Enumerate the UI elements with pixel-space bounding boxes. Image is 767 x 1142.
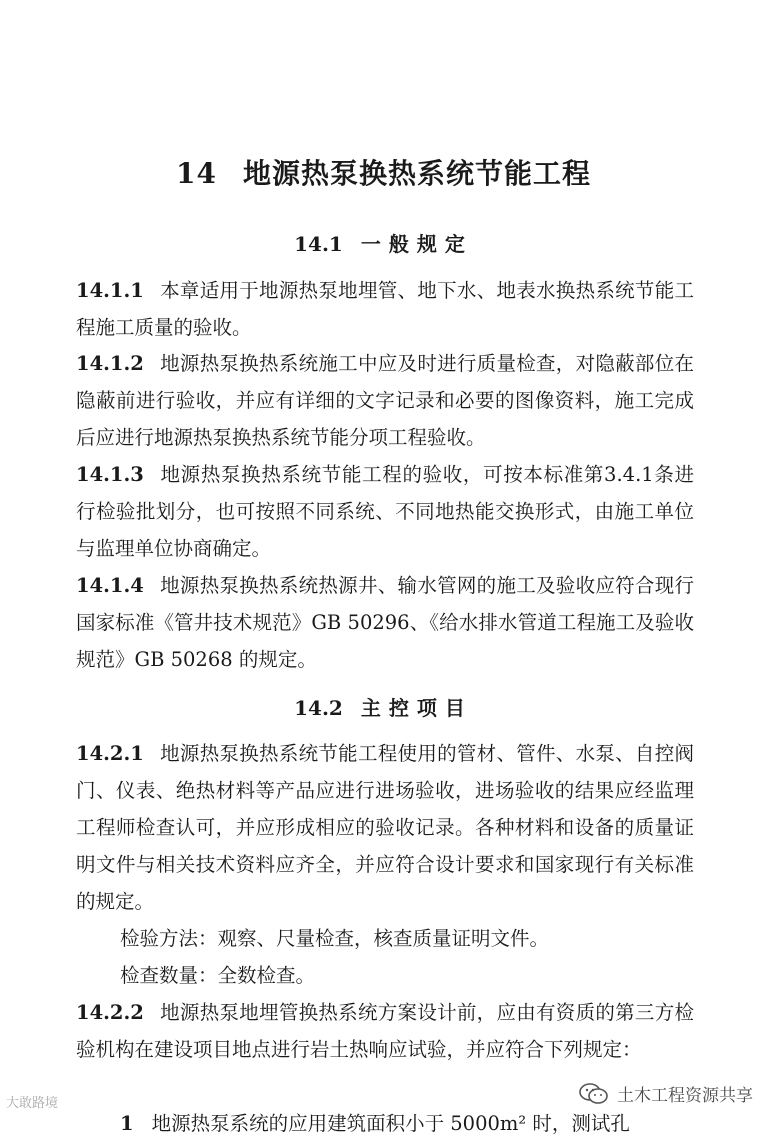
chapter-number: 14 <box>176 157 217 190</box>
clause-14-2-2 <box>76 994 694 1068</box>
clause-text: 地源热泵换热系统节能工程的验收，可按本标准第3.4.1条进行检验批划分，也可按照不同系统、不同地热能交换形式，由施工单位与监理单位协商确定。 <box>76 463 694 560</box>
clause-number: 14.1.4 <box>76 574 144 597</box>
section-title-14-2 <box>0 692 767 721</box>
clause-text: 地源热泵换热系统热源井、输水管网的施工及验收应符合现行国家标准《管井技术规范》GB 50296、《给水排水管道工程施工及验收规范》GB 50268 的规定。 <box>76 574 694 671</box>
chapter-name: 地源热泵换热系统节能工程 <box>242 157 591 190</box>
list-item-1 <box>120 1105 630 1142</box>
clause-number: 14.1.2 <box>76 352 144 375</box>
chapter-title <box>0 152 767 192</box>
clause-number: 14.1.3 <box>76 463 144 486</box>
clause-14-2-1 <box>76 735 694 920</box>
wechat-icon <box>579 1083 609 1105</box>
section-number: 14.2 <box>294 696 343 720</box>
section-name: 主控项目 <box>360 696 473 720</box>
clause-text: 本章适用于地源热泵地埋管、地下水、地表水换热系统节能工程施工质量的验收。 <box>76 279 694 339</box>
section-name: 一般规定 <box>360 232 473 256</box>
clause-text: 地源热泵换热系统施工中应及时进行质量检查，对隐蔽部位在隐蔽前进行验收，并应有详细的文字记录和必要的图像资料，施工完成后应进行地源热泵换热系统节能分项工程验收。 <box>76 352 694 449</box>
clause-text: 地源热泵地埋管换热系统方案设计前，应由有资质的第三方检验机构在建设项目地点进行岩土热响应试验，并应符合下列规定： <box>76 1001 694 1061</box>
section-title-14-1 <box>0 228 767 257</box>
item-text: 地源热泵系统的应用建筑面积小于 5000m² 时，测试孔 <box>151 1112 630 1135</box>
clause-number: 14.2.2 <box>76 1001 144 1024</box>
clause-text: 地源热泵换热系统节能工程使用的管材、管件、水泵、自控阀门、仪表、绝热材料等产品应进行进场验收，进场验收的结果应经监理工程师检查认可，并应形成相应的验收记录。各种材料和设备的质量证明文件与相关技术资料应齐全，并应符合设计要求和国家现行有关标准的规定。 <box>76 742 694 913</box>
watermark-left: 大敢路境 <box>6 1096 59 1111</box>
item-number: 1 <box>120 1112 134 1135</box>
clause-14-1-1 <box>76 272 694 346</box>
section-number: 14.1 <box>294 232 343 256</box>
clause-number: 14.2.1 <box>76 742 144 765</box>
clause-14-1-2 <box>76 345 694 456</box>
watermark-right <box>579 1081 753 1106</box>
watermark-right-text: 土木工程资源共享 <box>617 1086 753 1106</box>
check-method: 检验方法：观察、尺量检查，核查质量证明文件。 <box>120 927 550 950</box>
clause-number: 14.1.1 <box>76 279 144 302</box>
check-quantity: 检查数量：全数检查。 <box>120 964 316 987</box>
clause-14-1-3 <box>76 456 694 567</box>
clause-14-1-4 <box>76 567 694 678</box>
